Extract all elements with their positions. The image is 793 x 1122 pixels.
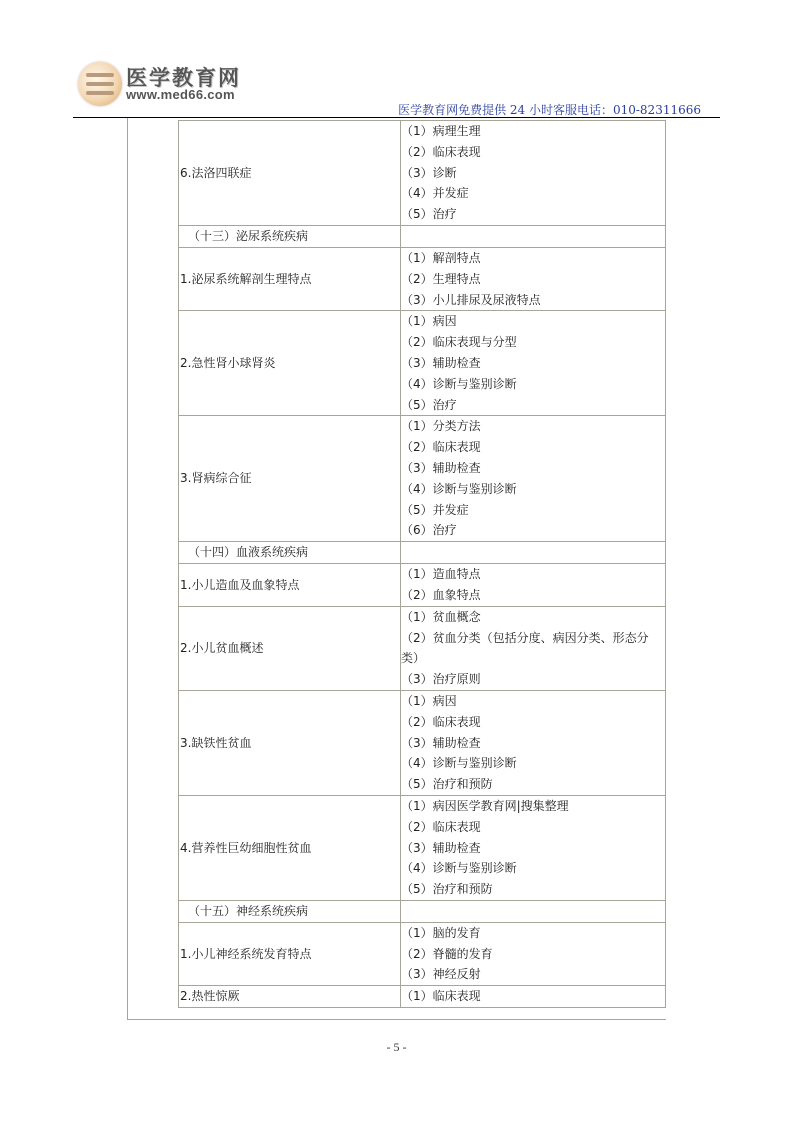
- subtopic-list: [401, 922, 666, 985]
- table-row: [179, 311, 666, 416]
- subtopic-item: （5）治疗和预防: [401, 777, 493, 792]
- subtopic-item: （3）诊断: [401, 165, 457, 180]
- subtopic-item: （2）临床表现与分型: [401, 335, 517, 350]
- subtopic-item: （1）解剖特点: [401, 250, 481, 265]
- subtopic-item: （2）脊髓的发育: [401, 946, 493, 961]
- topic-name: [179, 121, 401, 226]
- section-title: [179, 225, 401, 247]
- subtopic-item: （4）诊断与鉴别诊断: [401, 481, 517, 496]
- table-row: [179, 606, 666, 690]
- subtopic-item: （4）诊断与鉴别诊断: [401, 861, 517, 876]
- subtopic-item: （2）临床表现: [401, 144, 481, 159]
- topic-label: 1.小儿造血及血象特点: [180, 577, 300, 592]
- topic-label: 2.小儿贫血概述: [180, 640, 264, 655]
- topic-name: [179, 311, 401, 416]
- syllabus-table: [178, 120, 666, 1008]
- table-row: [179, 795, 666, 900]
- subtopic-item: （3）辅助检查: [401, 735, 481, 750]
- subtopic-list: [401, 606, 666, 690]
- subtopic-item: （5）治疗: [401, 207, 457, 222]
- table-row: [179, 247, 666, 310]
- subtopic-item: （1）造血特点: [401, 567, 481, 582]
- topic-label: 1.泌尿系统解剖生理特点: [180, 271, 312, 286]
- topic-label: 2.急性肾小球肾炎: [180, 355, 276, 370]
- section-label: （十四）血液系统疾病: [188, 545, 309, 560]
- table-row: [179, 416, 666, 542]
- subtopic-item: （3）辅助检查: [401, 840, 481, 855]
- table-row: [179, 690, 666, 795]
- subtopic-item: （3）治疗原则: [401, 672, 481, 687]
- topic-name: [179, 564, 401, 607]
- subtopic-list: [401, 986, 666, 1008]
- table-row: [179, 922, 666, 985]
- subtopic-list: [401, 690, 666, 795]
- subtopic-item: （3）小儿排尿及尿液特点: [401, 292, 541, 307]
- subtopic-item: （2）临床表现: [401, 819, 481, 834]
- subtopic-item: （3）辅助检查: [401, 460, 481, 475]
- subtopic-list: [401, 311, 666, 416]
- subtopic-item: （2）临床表现: [401, 440, 481, 455]
- section-row: [179, 900, 666, 922]
- topic-name: [179, 416, 401, 542]
- section-title: [179, 542, 401, 564]
- subtopic-item: （6）治疗: [401, 523, 457, 538]
- topic-name: [179, 606, 401, 690]
- section-label: （十三）泌尿系统疾病: [188, 228, 309, 243]
- subtopic-list: [401, 225, 666, 247]
- subtopic-list: [401, 542, 666, 564]
- topic-name: [179, 986, 401, 1008]
- table-row: [179, 564, 666, 607]
- topic-label: 3.缺铁性贫血: [180, 735, 252, 750]
- table-row: [179, 121, 666, 226]
- subtopic-item: （3）辅助检查: [401, 355, 481, 370]
- subtopic-item: （4）诊断与鉴别诊断: [401, 376, 517, 391]
- subtopic-item: （1）病因: [401, 693, 457, 708]
- subtopic-list: [401, 795, 666, 900]
- section-row: [179, 225, 666, 247]
- subtopic-item: （5）并发症: [401, 502, 469, 517]
- subtopic-item: （1）贫血概念: [401, 609, 481, 624]
- subtopic-item: （1）脑的发育: [401, 925, 481, 940]
- subtopic-item: （3）神经反射: [401, 967, 481, 982]
- logo-url: www.med66.com: [126, 87, 235, 102]
- page-number: - 5 -: [386, 1040, 407, 1054]
- subtopic-item: （1）病因: [401, 314, 457, 329]
- subtopic-item: （5）治疗和预防: [401, 882, 493, 897]
- subtopic-item: （2）血象特点: [401, 587, 481, 602]
- subtopic-item: （1）病因医学教育网|搜集整理: [401, 798, 569, 813]
- site-logo: [78, 60, 258, 110]
- subtopic-item: （2）生理特点: [401, 271, 481, 286]
- topic-label: 6.法洛四联症: [180, 165, 252, 180]
- section-row: [179, 542, 666, 564]
- subtopic-item: （1）分类方法: [401, 419, 481, 434]
- subtopic-list: [401, 247, 666, 310]
- subtopic-list: [401, 416, 666, 542]
- table-row: [179, 986, 666, 1008]
- topic-name: [179, 795, 401, 900]
- subtopic-item: （2）贫血分类（包括分度、病因分类、形态分类）: [401, 630, 649, 666]
- topic-label: 4.营养性巨幼细胞性贫血: [180, 840, 312, 855]
- topic-name: [179, 690, 401, 795]
- topic-label: 3.肾病综合征: [180, 471, 252, 486]
- subtopic-item: （4）并发症: [401, 186, 469, 201]
- subtopic-item: （2）临床表现: [401, 714, 481, 729]
- section-label: （十五）神经系统疾病: [188, 903, 309, 918]
- topic-name: [179, 247, 401, 310]
- service-hotline-text: 医学教育网免费提供 24 小时客服电话：010-82311666: [398, 103, 701, 117]
- subtopic-list: [401, 900, 666, 922]
- subtopic-list: [401, 564, 666, 607]
- subtopic-list: [401, 121, 666, 226]
- subtopic-item: （1）病理生理: [401, 124, 481, 138]
- med66-logo-icon: [78, 62, 122, 106]
- subtopic-item: （5）治疗: [401, 397, 457, 412]
- topic-label: 2.热性惊厥: [180, 989, 240, 1004]
- subtopic-item: （4）诊断与鉴别诊断: [401, 756, 517, 771]
- topic-label: 1.小儿神经系统发育特点: [180, 946, 312, 961]
- logo-title: 医学教育网: [126, 66, 241, 90]
- section-title: [179, 900, 401, 922]
- topic-name: [179, 922, 401, 985]
- subtopic-item: （1）临床表现: [401, 989, 481, 1004]
